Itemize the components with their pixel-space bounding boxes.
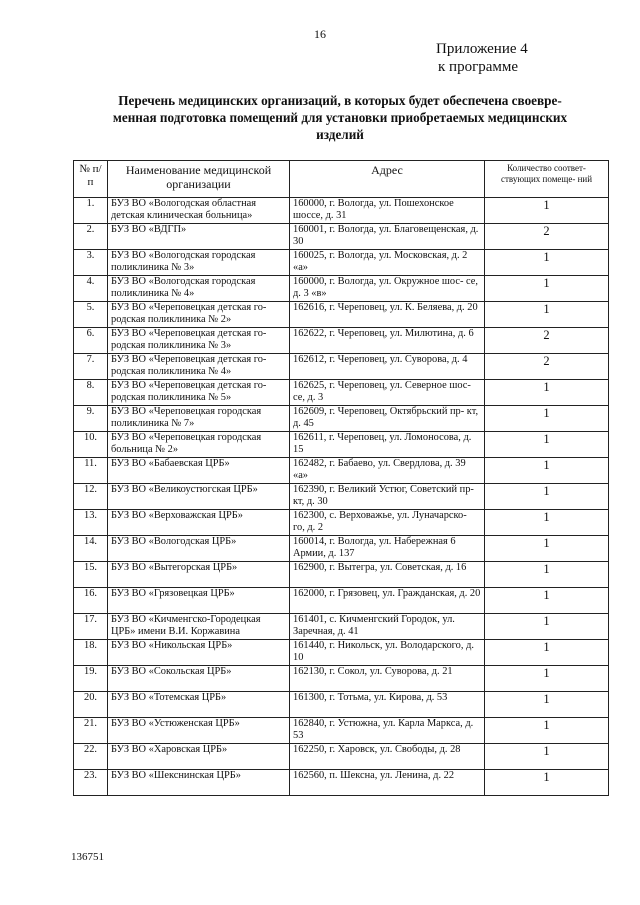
row-address: 161300, г. Тотьма, ул. Кирова, д. 53	[290, 692, 485, 718]
row-number: 21.	[74, 718, 108, 744]
row-address: 162609, г. Череповец, Октябрьский пр- кт, д. 45	[290, 406, 485, 432]
table-row	[74, 484, 609, 510]
row-room-count: 1	[485, 484, 609, 510]
table-row	[74, 536, 609, 562]
row-organization-name: БУЗ ВО «Бабаевская ЦРБ»	[108, 458, 290, 484]
row-room-count: 1	[485, 432, 609, 458]
row-number: 4.	[74, 276, 108, 302]
row-organization-name: БУЗ ВО «Сокольская ЦРБ»	[108, 666, 290, 692]
row-organization-name: БУЗ ВО «Кичменгско-Городецкая ЦРБ» имени В.И. Коржавина	[108, 614, 290, 640]
row-organization-name: БУЗ ВО «Вологодская городская поликлиника № 4»	[108, 276, 290, 302]
row-organization-name: БУЗ ВО «Вытегорская ЦРБ»	[108, 562, 290, 588]
table-row	[74, 198, 609, 224]
row-number: 19.	[74, 666, 108, 692]
row-number: 20.	[74, 692, 108, 718]
table-row	[74, 562, 609, 588]
row-room-count: 1	[485, 640, 609, 666]
table-body	[74, 198, 609, 796]
row-number: 18.	[74, 640, 108, 666]
row-room-count: 1	[485, 380, 609, 406]
row-address: 161440, г. Никольск, ул. Володарского, д. 10	[290, 640, 485, 666]
row-address: 162482, г. Бабаево, ул. Свердлова, д. 39 «а»	[290, 458, 485, 484]
row-address: 160000, г. Вологда, ул. Пошехонское шоссе, д. 31	[290, 198, 485, 224]
table-row	[74, 640, 609, 666]
table-row	[74, 406, 609, 432]
row-address: 162250, г. Харовск, ул. Свободы, д. 28	[290, 744, 485, 770]
appendix-line-2: к программе	[438, 59, 519, 75]
row-room-count: 1	[485, 510, 609, 536]
row-organization-name: БУЗ ВО «Череповецкая городская больница № 2»	[108, 432, 290, 458]
row-address: 161401, с. Кичменгский Городок, ул. Заречная, д. 41	[290, 614, 485, 640]
row-room-count: 1	[485, 588, 609, 614]
table-row	[74, 302, 609, 328]
row-number: 1.	[74, 198, 108, 224]
table-row	[74, 614, 609, 640]
row-number: 8.	[74, 380, 108, 406]
header-room-count: Количество соответ- ствующих помеще- ний	[485, 161, 609, 198]
row-organization-name: БУЗ ВО «Череповецкая детская го- родская поликлиника № 4»	[108, 354, 290, 380]
row-room-count: 1	[485, 458, 609, 484]
footer-code: 136751	[71, 851, 104, 863]
row-number: 10.	[74, 432, 108, 458]
row-number: 13.	[74, 510, 108, 536]
row-address: 162390, г. Великий Устюг, Советский пр-кт, д. 30	[290, 484, 485, 510]
row-organization-name: БУЗ ВО «Устюженская ЦРБ»	[108, 718, 290, 744]
table-row	[74, 770, 609, 796]
row-address: 160000, г. Вологда, ул. Окружное шос- се, д. 3 «в»	[290, 276, 485, 302]
row-room-count: 1	[485, 718, 609, 744]
row-room-count: 1	[485, 198, 609, 224]
row-room-count: 1	[485, 562, 609, 588]
row-address: 162840, г. Устюжна, ул. Карла Маркса, д. 53	[290, 718, 485, 744]
table-row	[74, 588, 609, 614]
table-row	[74, 328, 609, 354]
row-number: 2.	[74, 224, 108, 250]
row-organization-name: БУЗ ВО «Вологодская городская поликлиника № 3»	[108, 250, 290, 276]
table-row	[74, 666, 609, 692]
table-row	[74, 718, 609, 744]
row-organization-name: БУЗ ВО «ВДГП»	[108, 224, 290, 250]
row-organization-name: БУЗ ВО «Вологодская областная детская клиническая больница»	[108, 198, 290, 224]
table-row	[74, 276, 609, 302]
row-organization-name: БУЗ ВО «Харовская ЦРБ»	[108, 744, 290, 770]
row-address: 162560, п. Шексна, ул. Ленина, д. 22	[290, 770, 485, 796]
document-title	[72, 92, 608, 143]
row-number: 11.	[74, 458, 108, 484]
table-row	[74, 354, 609, 380]
row-organization-name: БУЗ ВО «Шекснинская ЦРБ»	[108, 770, 290, 796]
row-address: 162612, г. Череповец, ул. Суворова, д. 4	[290, 354, 485, 380]
row-address: 162300, с. Верховажье, ул. Луначарско- го, д. 2	[290, 510, 485, 536]
row-number: 12.	[74, 484, 108, 510]
row-organization-name: БУЗ ВО «Никольская ЦРБ»	[108, 640, 290, 666]
row-room-count: 1	[485, 276, 609, 302]
header-number: № п/п	[74, 161, 108, 198]
row-address: 162900, г. Вытегра, ул. Советская, д. 16	[290, 562, 485, 588]
row-number: 3.	[74, 250, 108, 276]
row-room-count: 1	[485, 614, 609, 640]
row-organization-name: БУЗ ВО «Грязовецкая ЦРБ»	[108, 588, 290, 614]
table-header-row	[74, 161, 609, 198]
row-room-count: 1	[485, 770, 609, 796]
organizations-table	[73, 160, 609, 796]
row-room-count: 2	[485, 224, 609, 250]
table-row	[74, 224, 609, 250]
row-room-count: 1	[485, 744, 609, 770]
row-number: 14.	[74, 536, 108, 562]
row-address: 162625, г. Череповец, ул. Северное шос- се, д. 3	[290, 380, 485, 406]
header-organization-name: Наименование медицинской организации	[108, 161, 290, 198]
row-organization-name: БУЗ ВО «Верховажская ЦРБ»	[108, 510, 290, 536]
row-address: 162130, г. Сокол, ул. Суворова, д. 21	[290, 666, 485, 692]
appendix-label	[436, 40, 528, 76]
page-number: 16	[314, 27, 326, 41]
table-row	[74, 250, 609, 276]
row-address: 160014, г. Вологда, ул. Набережная 6 Армии, д. 137	[290, 536, 485, 562]
row-room-count: 1	[485, 302, 609, 328]
row-organization-name: БУЗ ВО «Череповецкая детская го- родская поликлиника № 5»	[108, 380, 290, 406]
row-address: 162611, г. Череповец, ул. Ломоносова, д. 15	[290, 432, 485, 458]
row-number: 22.	[74, 744, 108, 770]
appendix-line-1: Приложение 4	[436, 41, 528, 57]
row-room-count: 1	[485, 536, 609, 562]
table-row	[74, 510, 609, 536]
row-room-count: 2	[485, 328, 609, 354]
row-number: 17.	[74, 614, 108, 640]
row-number: 16.	[74, 588, 108, 614]
row-organization-name: БУЗ ВО «Вологодская ЦРБ»	[108, 536, 290, 562]
document-title-line-1: Перечень медицинских организаций, в которых будет обеспечена своевре-	[118, 93, 562, 108]
row-number: 6.	[74, 328, 108, 354]
document-title-line-3: изделий	[316, 127, 364, 142]
row-room-count: 1	[485, 692, 609, 718]
row-number: 7.	[74, 354, 108, 380]
document-title-line-2: менная подготовка помещений для установки приобретаемых медицинских	[112, 110, 568, 125]
row-address: 160025, г. Вологда, ул. Московская, д. 2 «а»	[290, 250, 485, 276]
table-row	[74, 458, 609, 484]
row-number: 9.	[74, 406, 108, 432]
row-room-count: 1	[485, 406, 609, 432]
row-number: 23.	[74, 770, 108, 796]
row-room-count: 1	[485, 250, 609, 276]
table-row	[74, 432, 609, 458]
row-organization-name: БУЗ ВО «Череповецкая детская го- родская поликлиника № 2»	[108, 302, 290, 328]
row-address: 162622, г. Череповец, ул. Милютина, д. 6	[290, 328, 485, 354]
row-address: 162616, г. Череповец, ул. К. Беляева, д. 20	[290, 302, 485, 328]
row-number: 5.	[74, 302, 108, 328]
table-row	[74, 380, 609, 406]
table-row	[74, 744, 609, 770]
row-organization-name: БУЗ ВО «Череповецкая городская поликлиника № 7»	[108, 406, 290, 432]
row-organization-name: БУЗ ВО «Тотемская ЦРБ»	[108, 692, 290, 718]
row-organization-name: БУЗ ВО «Великоустюгская ЦРБ»	[108, 484, 290, 510]
table-row	[74, 692, 609, 718]
header-address: Адрес	[290, 161, 485, 198]
row-organization-name: БУЗ ВО «Череповецкая детская го- родская поликлиника № 3»	[108, 328, 290, 354]
row-address: 162000, г. Грязовец, ул. Гражданская, д. 20	[290, 588, 485, 614]
row-room-count: 2	[485, 354, 609, 380]
row-number: 15.	[74, 562, 108, 588]
row-room-count: 1	[485, 666, 609, 692]
row-address: 160001, г. Вологда, ул. Благовещенская, д. 30	[290, 224, 485, 250]
